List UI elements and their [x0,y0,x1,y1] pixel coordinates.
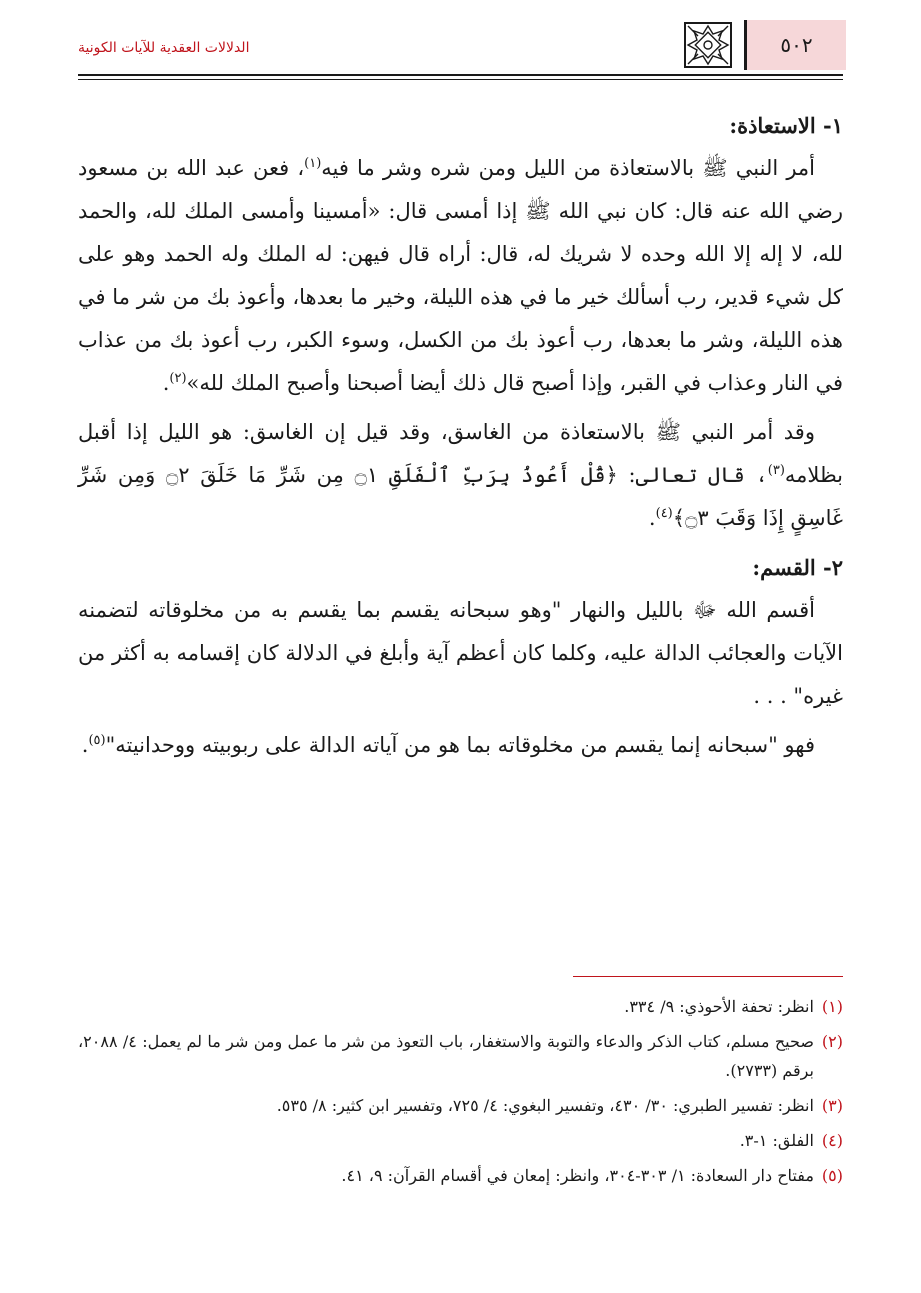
section-title-isti3adha: ١- الاستعاذة: [729,113,843,138]
footnote-text: الفلق: ١-٣. [739,1131,814,1150]
paragraph-text: فهو "سبحانه إنما يقسم من مخلوقاته بما هو من آياته الدالة على ربوبيته ووحدانيته" [105,733,815,757]
footnote-ref: (١) [304,156,322,171]
footnote-ref: (٤) [655,506,673,521]
main-text [78,104,843,773]
footnote-number: (٣) [821,1096,843,1115]
footnote-number: (٢) [821,1032,843,1051]
footnote-number: (١) [821,997,843,1016]
footnote-number: (٤) [821,1131,843,1150]
footnote-text: انظر: تفسير الطبري: ٣٠/ ٤٣٠، وتفسير البغوي: ٤/ ٧٢٥، وتفسير ابن كثير: ٨/ ٥٣٥. [276,1096,814,1115]
paragraph-text: وقد أمر النبي ﷺ بالاستعاذة من الغاسق، وقد قيل إن الغاسق: هو الليل إذا أقبل بظلامه [78,420,844,487]
footnote-ref: (٥) [88,733,106,748]
running-title: الدلالات العقدية للآيات الكونية [78,40,250,56]
section-title-qasam: ٢- القسم: [752,555,843,580]
paragraph: أقسم الله ﷻ بالليل والنهار "وهو سبحانه يقسم بما يقسم به من مخلوقاته لتضمنه الآيات والعجائب الدالة عليه، وكلما كان أعظم آية وأبلغ في الدلالة كان إقسامه به أكثر من غيره" . . . [78,598,843,708]
paragraph-text: . [81,733,89,757]
paragraph-text: . [162,371,170,395]
footnote-item [78,1161,843,1190]
paragraph-text: ، فعن عبد الله بن مسعود رضي الله عنه قال: كان نبي الله ﷺ إذا أمسى قال: «أمسينا وأمسى الملك لله، والحمد لله، لا إله إلا الله وحده لا شريك له، قال: أراه قال فيهن: له الملك وله الحمد وهو على كل شيء قدير، رب أسألك خير ما في هذه الليلة، وخير ما بعدها، وأعوذ بك من شر ما في هذه الليلة، وشر ما بعدها، رب أعوذ بك من الكسل، وسوء الكبر، رب أعوذ بك من عذاب في النار وعذاب في القبر، وإذا أصبح قال ذلك أيضا أصبحنا وأصبح الملك لله» [78,156,843,395]
footnote-item [78,1027,843,1085]
footnote-ref: (٣) [767,463,785,478]
page-header [78,20,843,72]
footnote-item [78,1126,843,1155]
paragraph [78,147,843,405]
quran-verse: ، قال تعالى: ﴿قُلْ أَعُوذُ بِرَبِّ ٱلْفَلَقِ ۝١ مِن شَرِّ مَا خَلَقَ ۝٢ وَمِن شَرِّ غَاسِقٍ إِذَا وَقَبَ ۝٣﴾ [78,463,843,530]
header-rule [78,74,843,76]
paragraph [78,724,843,767]
footnote-text: صحيح مسلم، كتاب الذكر والدعاء والتوبة والاستغفار، باب التعوذ من شر ما عمل ومن شر ما لم يعمل: ٤/ ٢٠٨٨، برقم (٢٧٣٣). [78,1032,814,1080]
footnote-separator [573,976,843,977]
footnote-text: مفتاح دار السعادة: ١/ ٣٠٣-٣٠٤، وانظر: إمعان في أقسام القرآن: ٩، ٤١. [341,1166,814,1185]
islamic-star-ornament-icon [684,22,732,68]
page-number: ٥٠٢ [744,20,846,70]
footnote-item [78,992,843,1021]
paragraph-text: أمر النبي ﷺ بالاستعاذة من الليل ومن شره وشر ما فيه [321,156,815,180]
footnote-item [78,1091,843,1120]
footnote-ref: (٢) [169,371,187,386]
footnote-number: (٥) [821,1166,843,1185]
footnotes [78,992,843,1196]
paragraph [78,411,843,540]
footnote-text: انظر: تحفة الأحوذي: ٩/ ٣٣٤. [624,997,814,1016]
header-rule-thin [78,79,843,80]
paragraph-text: . [648,506,656,530]
